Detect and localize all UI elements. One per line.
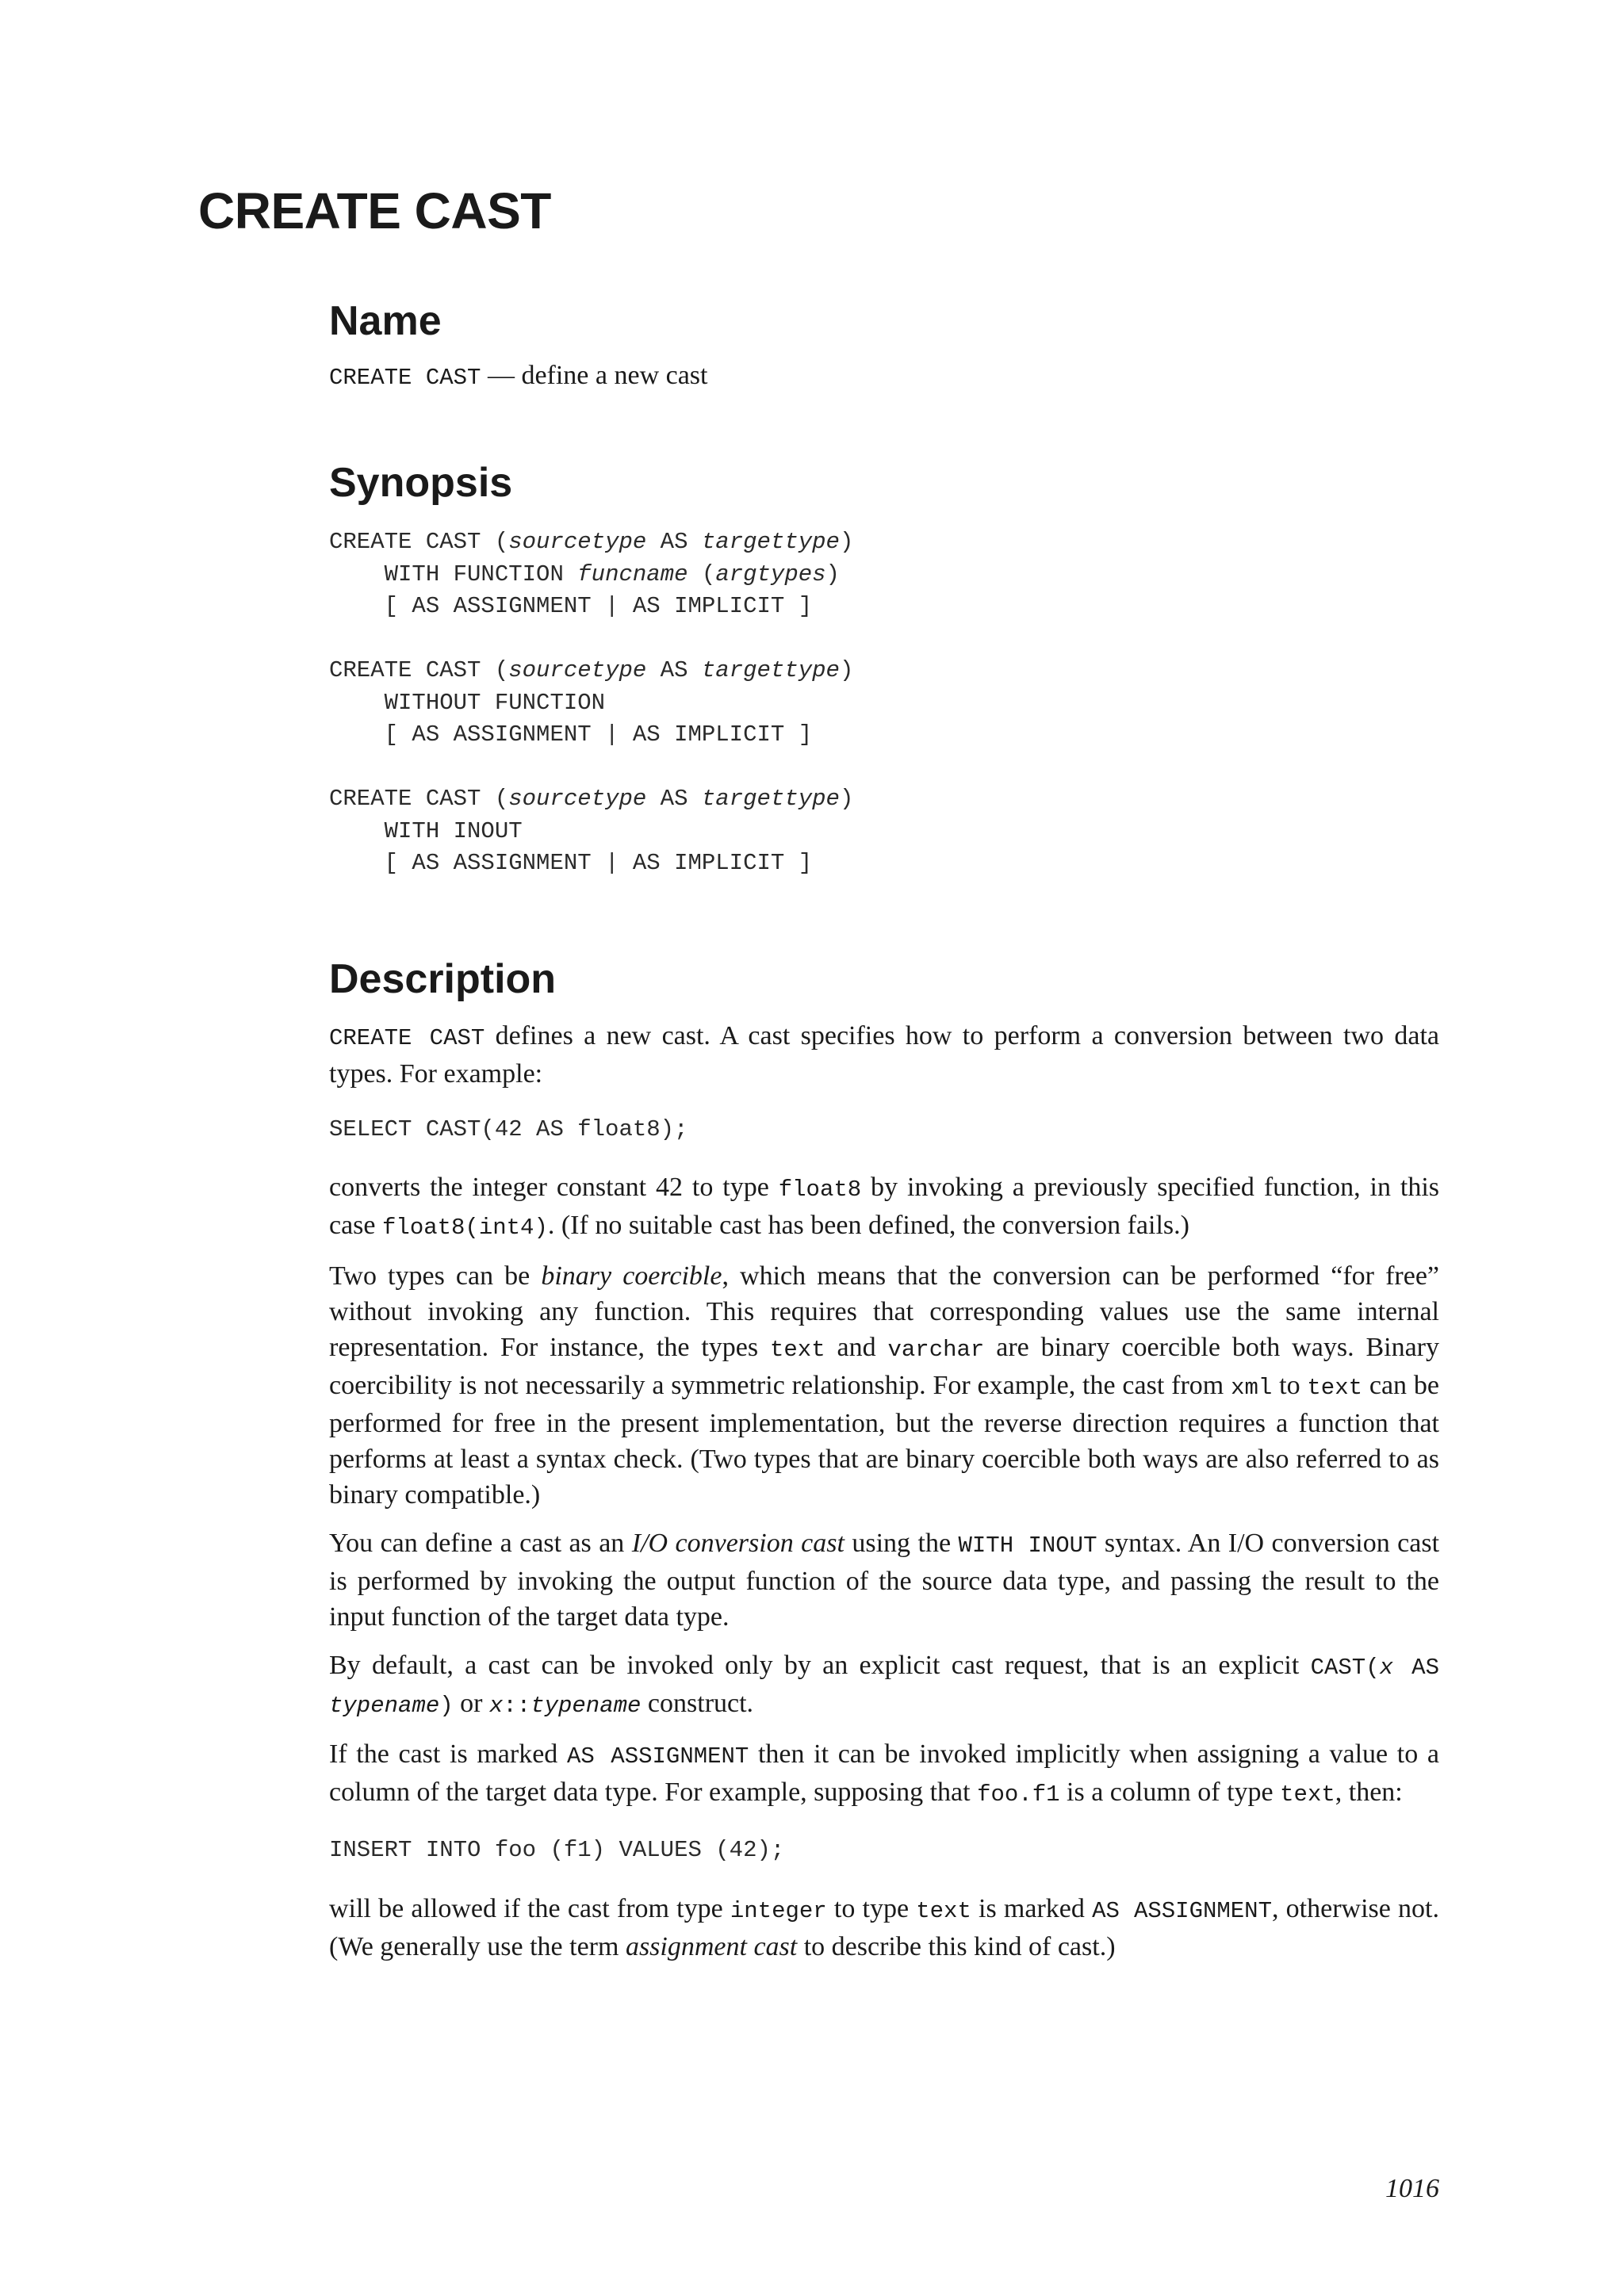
reference-content	[329, 293, 1439, 1965]
paragraph-text: By default, a cast can be invoked only by an explicit cast request, that is an explicit	[329, 1651, 1311, 1680]
description-paragraph	[329, 1736, 1439, 1812]
description-heading: Description	[329, 955, 557, 1002]
synopsis-assignment-line: [ AS ASSIGNMENT | AS IMPLICIT ]	[329, 593, 813, 619]
paragraph-text: converts the integer constant 42 to type	[329, 1173, 779, 1202]
paragraph-text: to	[1272, 1371, 1308, 1400]
paragraph-text: or	[453, 1689, 489, 1718]
paragraph-text: to describe this kind of cast.)	[797, 1931, 1116, 1961]
paragraph-text: is marked	[971, 1893, 1093, 1923]
paragraph-text: , then:	[1335, 1777, 1403, 1807]
paragraph-text: to type	[826, 1893, 917, 1923]
synopsis-close: )	[839, 529, 854, 555]
paragraph-text: Two types can be	[329, 1261, 542, 1291]
paragraph-text: If the cast is marked	[329, 1739, 567, 1769]
synopsis-close: )	[839, 786, 854, 812]
synopsis-sourcetype: sourcetype	[508, 657, 647, 683]
synopsis-close: )	[839, 657, 854, 683]
emphasis-term: I/O conversion cast	[631, 1529, 845, 1558]
inline-code: float8(int4)	[382, 1215, 548, 1241]
name-heading: Name	[329, 298, 442, 344]
paragraph-text: by invoking a previously specified function, in this case	[329, 1173, 1439, 1240]
synopsis-as: AS	[646, 529, 702, 555]
paragraph-text: will be allowed if the cast from type	[329, 1893, 730, 1923]
synopsis-as: AS	[646, 786, 702, 812]
inline-code: WITH INOUT	[958, 1533, 1097, 1559]
synopsis-funcname: funcname	[577, 561, 688, 587]
synopsis-targettype: targettype	[701, 786, 840, 812]
synopsis-heading: Synopsis	[329, 460, 513, 506]
code-placeholder: x	[488, 1693, 504, 1719]
description-paragraph	[329, 1891, 1439, 1965]
paragraph-text: are binary coercible both ways. Binary coercibility is not necessarily a symmetric relationship. For example, the cast from	[329, 1333, 1439, 1400]
code-part: CAST(	[1310, 1655, 1380, 1681]
paragraph-text: construct.	[641, 1689, 754, 1718]
code-part: AS	[1393, 1655, 1439, 1681]
synopsis-sourcetype: sourcetype	[508, 786, 647, 812]
inline-code: integer	[730, 1897, 827, 1924]
synopsis-as: AS	[646, 657, 702, 683]
synopsis-targettype: targettype	[701, 529, 840, 555]
name-line	[329, 358, 1439, 396]
synopsis-close: )	[825, 561, 840, 587]
page-title: CREATE CAST	[198, 182, 551, 239]
example-code-select: SELECT CAST(42 AS float8);	[329, 1115, 688, 1142]
page-number: 1016	[1385, 2174, 1439, 2203]
paragraph-text: , which means that the conversion can be performed “for free” without invoking any function. This requires that corresponding values use the same internal representation. For instance, the types	[329, 1261, 1439, 1362]
paragraph-text: is a column of type	[1059, 1777, 1281, 1807]
paragraph-text: and	[825, 1333, 888, 1362]
inline-code: CREATE CAST	[329, 1024, 485, 1051]
synopsis-argtypes: argtypes	[715, 561, 826, 587]
code-placeholder: x	[1379, 1655, 1394, 1681]
name-description: — define a new cast	[481, 361, 708, 390]
inline-code: text	[1307, 1375, 1363, 1401]
description-paragraph	[329, 1258, 1439, 1513]
paragraph-text: defines a new cast. A cast specifies how to perform a conversion between two data types. For example:	[329, 1020, 1439, 1089]
paragraph-text: syntax. An I/O conversion cast is performed by invoking the output function of the source data type, and passing the result to the input function of the target data type.	[329, 1529, 1440, 1632]
inline-code: text	[916, 1897, 971, 1924]
synopsis-with-inout: WITH INOUT	[329, 817, 523, 844]
synopsis-open-paren: (	[688, 561, 716, 587]
inline-code: text	[1280, 1781, 1335, 1808]
emphasis-term: assignment cast	[625, 1931, 798, 1961]
name-command: CREATE CAST	[329, 365, 481, 391]
code-placeholder: typename	[530, 1693, 642, 1719]
inline-code: AS ASSIGNMENT	[566, 1743, 749, 1770]
inline-code: float8	[778, 1177, 862, 1203]
emphasis-term: binary coercible	[541, 1261, 722, 1291]
synopsis-assignment-line: [ AS ASSIGNMENT | AS IMPLICIT ]	[329, 721, 813, 748]
synopsis-sourcetype: sourcetype	[508, 529, 647, 555]
description-paragraph	[329, 1018, 1439, 1092]
synopsis-targettype: targettype	[701, 657, 840, 683]
description-paragraph	[329, 1169, 1439, 1246]
paragraph-text: , otherwise not. (We generally use the term	[329, 1893, 1439, 1961]
paragraph-text: then it can be invoked implicitly when assigning a value to a column of the target data type. For example, supposing that	[329, 1739, 1439, 1807]
paragraph-text: . (If no suitable cast has been defined, the conversion fails.)	[547, 1211, 1189, 1240]
inline-code: xml	[1231, 1375, 1273, 1401]
paragraph-text: can be performed for free in the present implementation, but the reverse direction requires a function that performs at least a syntax check. (Two types that are binary coercible both ways are also referred to as binary compatible.)	[329, 1371, 1439, 1510]
synopsis-create-cast: CREATE CAST (	[329, 786, 509, 812]
code-part: ::	[503, 1693, 531, 1719]
paragraph-text: using the	[844, 1529, 959, 1558]
inline-code: varchar	[887, 1337, 985, 1363]
code-placeholder: typename	[329, 1693, 440, 1719]
code-part: )	[439, 1693, 454, 1719]
example-code-insert: INSERT INTO foo (f1) VALUES (42);	[329, 1837, 785, 1863]
inline-code	[489, 1693, 641, 1719]
inline-code: AS ASSIGNMENT	[1092, 1897, 1272, 1924]
inline-code: foo.f1	[977, 1781, 1060, 1808]
paragraph-text: You can define a cast as an	[329, 1529, 632, 1558]
description-paragraph	[329, 1525, 1439, 1635]
synopsis-with-function: WITH FUNCTION	[329, 561, 578, 587]
inline-code: text	[769, 1337, 825, 1363]
synopsis-create-cast: CREATE CAST (	[329, 529, 509, 555]
description-paragraph	[329, 1647, 1439, 1724]
synopsis-create-cast: CREATE CAST (	[329, 657, 509, 683]
synopsis-assignment-line: [ AS ASSIGNMENT | AS IMPLICIT ]	[329, 850, 813, 876]
synopsis-block	[329, 526, 1439, 880]
synopsis-without-function: WITHOUT FUNCTION	[329, 689, 606, 716]
